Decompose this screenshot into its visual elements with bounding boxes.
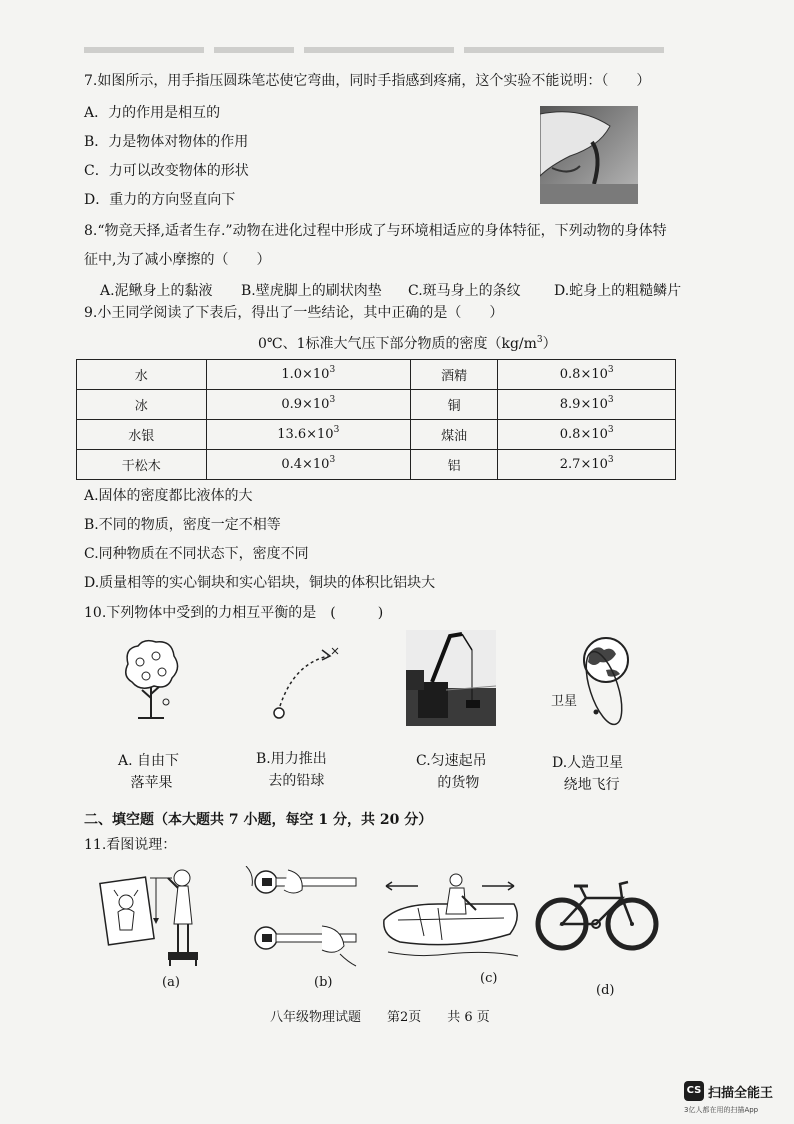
apple-tree-figure: [120, 638, 182, 722]
q7-option-a: A．力的作用是相互的: [84, 105, 221, 121]
table-cell: $0.4\times 10^3$: [206, 450, 410, 480]
table-row: [77, 390, 676, 420]
table-row: [77, 450, 676, 480]
table-cell: $1.0\times 10^3$: [206, 360, 410, 390]
faded-header-remnant: [84, 38, 694, 48]
shot-put-trajectory-figure: [268, 646, 348, 722]
table-cell: $13.6\times 10^3$: [206, 420, 410, 450]
table-cell: 水银: [77, 420, 207, 450]
table-cell: $0.8\times 10^3$: [498, 420, 676, 450]
table-cell: 煤油: [410, 420, 497, 450]
table-cell: 铝: [410, 450, 497, 480]
table-cell: 干松木: [77, 450, 207, 480]
q9-option-c: C.同种物质在不同状态下，密度不同: [84, 546, 309, 562]
boat-push-figure: [378, 870, 524, 964]
table-cell: $8.9\times 10^3$: [498, 390, 676, 420]
q7-stem: 7.如图所示，用手指压圆珠笔芯使它弯曲，同时手指感到疼痛，这个实验不能说明：（ ）: [84, 73, 651, 89]
table-cell: $0.9\times 10^3$: [206, 390, 410, 420]
scanner-app-watermark: [684, 1081, 788, 1115]
q7-option-b: B．力是物体对物体的作用: [84, 134, 249, 150]
q8-option-d: D.蛇身上的粗糙鳞片: [554, 283, 682, 299]
q8-stem-line1: 8.“物竞天择,适者生存.”动物在进化过程中形成了与环境相适应的身体特征，下列动物的身体特: [84, 223, 667, 239]
satellite-orbit-figure: [576, 634, 640, 730]
q9-option-d: D.质量相等的实心铜块和实心铝块，铜块的体积比铝块大: [84, 575, 436, 591]
table-row: [77, 420, 676, 450]
wrench-grip-figure: [244, 866, 362, 970]
figure-label-c: (c): [480, 971, 498, 986]
table-row: [77, 360, 676, 390]
density-table-title: 0℃、1标准大气压下部分物质的密度$(kg/m^3)$: [258, 335, 557, 352]
table-cell: $2.7\times 10^3$: [498, 450, 676, 480]
q9-option-b: B.不同的物质，密度一定不相等: [84, 517, 281, 533]
table-cell: 酒精: [410, 360, 497, 390]
q10-stem: 10.下列物体中受到的力相互平衡的是 ( ): [84, 605, 384, 621]
bicycle-figure: [534, 874, 660, 954]
q7-option-d: D．重力的方向竖直向下: [84, 192, 236, 208]
table-cell: 冰: [77, 390, 207, 420]
satellite-label: 卫星: [551, 694, 578, 709]
table-cell: $0.8\times 10^3$: [498, 360, 676, 390]
camscanner-logo-icon: CS: [684, 1081, 704, 1101]
density-table: [76, 359, 676, 480]
crane-lifting-cargo-photo: [406, 630, 496, 726]
figure-label-d: (d): [596, 983, 615, 998]
q8-option-b: B.壁虎脚上的刷状肉垫: [241, 283, 382, 299]
q8-option-a: A.泥鳅身上的黏液: [100, 283, 213, 299]
q9-stem: 9.小王同学阅读了下表后，得出了一些结论，其中正确的是（ ）: [84, 305, 504, 321]
q7-option-c: C．力可以改变物体的形状: [84, 163, 249, 179]
page-footer: 八年级物理试题 第2页 共 6 页: [270, 1010, 490, 1025]
pen-refill-photo: [540, 106, 638, 204]
q10-caption-b: B.用力推出 去的铅球: [256, 751, 327, 789]
table-cell: 铜: [410, 390, 497, 420]
camscanner-brand-name: 扫描全能王: [708, 1086, 774, 1101]
q11-stem: 11.看图说理：: [84, 837, 177, 853]
q10-caption-c: C.匀速起吊 的货物: [416, 753, 487, 791]
camscanner-tagline: 3亿人都在用的扫描App: [684, 1106, 759, 1114]
q8-option-c: C.斑马身上的条纹: [408, 283, 521, 299]
q8-stem-line2: 征中,为了减小摩擦的（ ）: [84, 252, 271, 268]
q10-caption-a: A. 自由下 落苹果: [118, 753, 180, 791]
plumb-line-picture-figure: [98, 866, 218, 972]
q9-option-a: A.固体的密度都比液体的大: [84, 488, 253, 504]
q10-caption-d: D.人造卫星 绕地飞行: [552, 755, 624, 793]
figure-label-b: (b): [314, 975, 333, 990]
section-heading: 二、填空题（本大题共 7 小题，每空 1 分，共 20 分）: [84, 812, 433, 828]
table-cell: 水: [77, 360, 207, 390]
figure-label-a: (a): [162, 975, 180, 990]
